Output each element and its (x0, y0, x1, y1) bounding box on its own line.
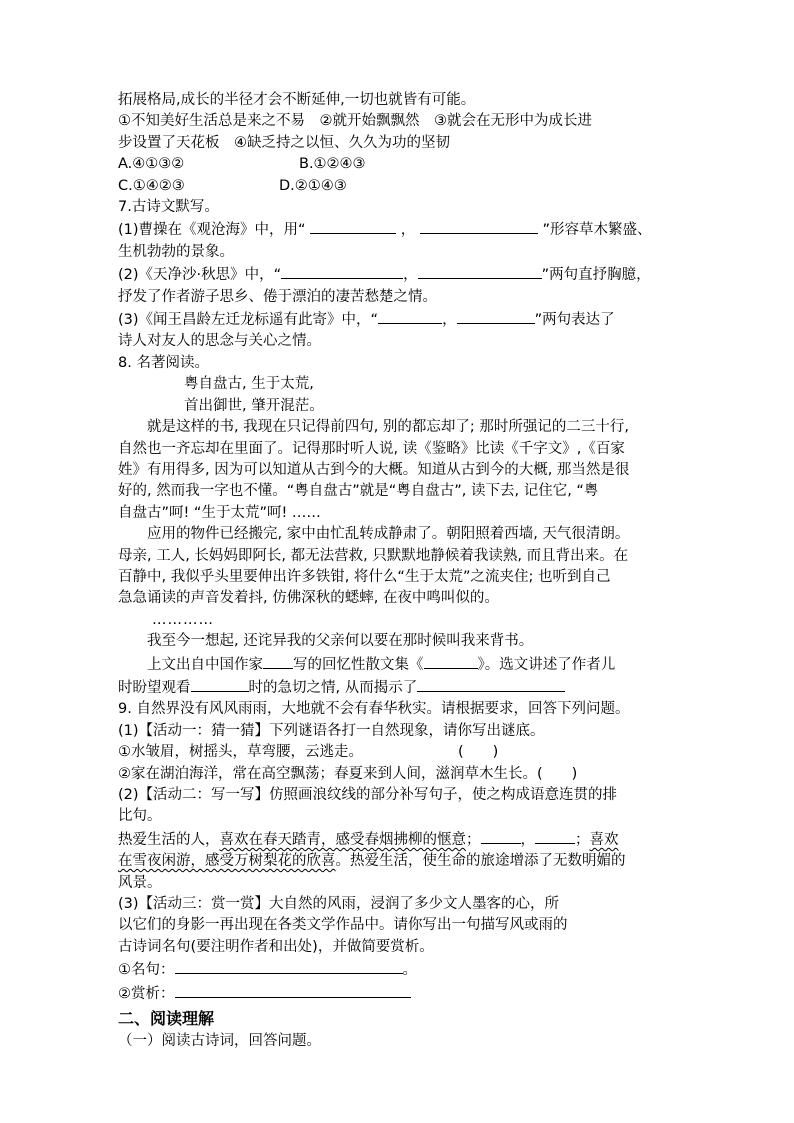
q8-theme-blank[interactable] (417, 676, 565, 692)
q7-item1 (118, 218, 678, 241)
q7-3-prompt: (3)《闻王昌龄左迁龙标遥有此寄》中，“ (118, 312, 379, 329)
q7-2-blank-a[interactable] (281, 263, 403, 279)
q7-item3-cont: 诗人对友人的思念与关心之情。 (118, 333, 321, 350)
q7-1-suffix: ”形容草木繁盛、 (542, 222, 652, 239)
q6-choices-row2 (118, 176, 678, 197)
q9-activity1-title: (1)【活动一：猜一猜】下列谜语各打一自然现象，请你写出谜底。 (118, 722, 545, 739)
q6-passage-end: 拓展格局,成长的半径才会不断延伸,一切也就皆有可能。 (118, 92, 476, 108)
q6-sentence-options-cont: 步设置了天花板 ④缺乏持之以恒、久久为功的坚韧 (118, 134, 450, 151)
q9-analysis-row (118, 982, 678, 1005)
q9-a2-sep2: ； (575, 831, 590, 848)
q9-riddle1 (118, 742, 678, 763)
section2-title: 二、阅读理解 (118, 1009, 215, 1029)
q9-activity2-sentence-end: 风景。 (118, 874, 162, 891)
q9-quote-end: 。 (402, 962, 417, 979)
q8-ellipsis: ………… (152, 611, 214, 628)
q9-a2-wavy-example1: 喜欢在春天踏青，感受春烟拂柳的惬意 (219, 831, 466, 848)
q7-2-comma: ， (403, 267, 418, 284)
q9-riddle2[interactable]: ②家在湖泊海洋，常在高空飘荡；春夏来到人间，滋润草木生长。( ) (118, 765, 578, 782)
q9-a2-comma: ， (520, 831, 535, 848)
q7-item3 (118, 308, 678, 331)
q9-riddle1-answer[interactable]: ( ) (458, 744, 499, 761)
q8-paragraph1-line4: 好的, 然而我一字也不懂。“粤自盘古”就是“粤自盘古”, 读下去, 记住它, “粤 (118, 483, 599, 500)
q6-option-a[interactable]: A.④①③② (118, 156, 185, 173)
q8-book-blank[interactable] (424, 653, 478, 669)
q8-paragraph3: 我至今一想起, 还诧异我的父亲何以要在那时候叫我来背书。 (147, 633, 534, 650)
q8-paragraph2-line3: 百静中, 我似乎头里要伸出许多铁钳, 将什么“生于太荒”之流夹住; 也听到自己 (118, 568, 611, 585)
q9-activity2-line2: 比句。 (118, 808, 162, 825)
q6-sentence-options: ①不知美好生活总是来之不易 ②就开始飘飘然 ③就会在无形中为成长进 (118, 113, 592, 130)
q8-paragraph2-line2: 母亲, 工人, 长妈妈即阿长, 都无法营救, 只默默地静候着我读熟, 而且背出来。在 (118, 547, 629, 564)
q6-option-d[interactable]: D.②①④③ (279, 177, 347, 194)
q9-activity3-line1: (3)【活动三：赏一赏】大自然的风雨，浸润了多少文人墨客的心，所 (118, 896, 560, 913)
q7-1-comma: ， (400, 222, 416, 239)
q8-q-text-d: 时盼望观看 (118, 679, 191, 696)
q9-activity2-line1: (2)【活动二：写一写】仿照画浪纹线的部分补写句子，使之构成语意连贯的排 (118, 787, 618, 803)
q8-paragraph1-line1: 就是这样的书, 我现在只记得前四句, 别的都忘却了; 那时所强记的二三十行, (147, 419, 630, 436)
q9-a2-blank-b[interactable] (535, 828, 575, 844)
q8-q-text-e: 时的急切之情, 从而揭示了 (248, 679, 418, 696)
q8-event-blank[interactable] (191, 676, 249, 692)
q9-activity3-line3: 古诗词名句(要注明作者和出处)，并做简要赏析。 (118, 938, 434, 955)
q7-3-suffix: ”两句表达了 (534, 312, 615, 329)
q8-verse-line1: 粤自盘古, 生于太荒, (184, 376, 314, 393)
q9-title: 9. 自然界没有风风雨雨，大地就不会有春华秋实。请根据要求，回答下列问题。 (118, 701, 630, 718)
q8-q-text-c: 》。选文讲述了作者儿 (477, 656, 616, 673)
q9-a2-lead: 热爱生活的人， (118, 831, 220, 848)
q7-3-blank-a[interactable] (378, 308, 442, 324)
q7-3-blank-b[interactable] (457, 308, 535, 324)
q7-2-blank-b[interactable] (418, 263, 542, 279)
q9-a2-wavy-example2: 在雪夜闲游，感受万树梨花的欣喜 (118, 853, 336, 870)
q6-option-b[interactable]: B.①②④③ (299, 156, 366, 173)
q7-item2-cont: 抒发了作者游子思乡、倦于漂泊的凄苦愁楚之情。 (118, 288, 437, 305)
q9-quote-row (118, 958, 678, 981)
q9-riddle1-text: ①水皱眉，树摇头，草弯腰，云逃走。 (118, 744, 363, 761)
q9-activity2-sentence (118, 828, 678, 851)
q9-analysis-label: ②赏析： (118, 985, 175, 1002)
q8-q-text-b: 写的回忆性散文集《 (293, 656, 424, 673)
q9-a2-tail: 。热爱生活，使生命的旅途增添了无数明媚的 (335, 853, 626, 870)
q8-question-line2 (118, 676, 678, 699)
q7-item1-cont: 生机勃勃的景象。 (118, 243, 234, 260)
q7-title: 7.古诗文默写。 (118, 199, 219, 216)
q7-3-comma: ， (442, 312, 457, 329)
q8-title: 8. 名著阅读。 (118, 354, 209, 371)
q7-2-prompt: (2)《天净沙·秋思》中，“ (118, 267, 282, 284)
q9-activity2-sentence-cont (118, 851, 678, 872)
q7-1-blank-b[interactable] (420, 218, 538, 234)
q9-a2-blank-a[interactable] (481, 828, 521, 844)
q9-a2-sep: ； (466, 831, 481, 848)
q8-q-text-a: 上文出自中国作家 (147, 656, 263, 673)
q7-1-prompt: (1)曹操在《观沧海》中，用“ (118, 222, 306, 239)
q9-quote-blank[interactable] (175, 958, 403, 974)
exam-page (118, 90, 678, 1052)
q6-option-c[interactable]: C.①④②③ (118, 177, 185, 194)
section2-subtitle: （一）阅读古诗词，回答问题。 (118, 1033, 321, 1050)
q6-choices-row1 (118, 154, 678, 175)
q8-question-line1 (118, 653, 678, 676)
q8-paragraph1-line3: 姓》有用得多, 因为可以知道从古到今的大概。知道从古到今的大概, 那当然是很 (118, 461, 630, 478)
q9-quote-label: ①名句： (118, 962, 175, 979)
q8-paragraph2-line4: 急急诵读的声音发着抖, 仿佛深秋的蟋蟀, 在夜中鸣叫似的。 (118, 590, 499, 607)
q8-paragraph2-line1: 应用的物件已经搬完, 家中由忙乱转成静肃了。朝阳照着西墙, 天气很清朗。 (147, 526, 630, 543)
q9-activity3-line2: 以它们的身影一再出现在各类文学作品中。请你写出一句描写风或雨的 (118, 917, 568, 934)
q7-item2 (118, 263, 678, 286)
q8-verse-line2: 首出御世, 肇开混茫。 (184, 397, 324, 414)
q7-2-suffix: ”两句直抒胸臆， (541, 267, 651, 284)
q8-paragraph1-line2: 自然也一齐忘却在里面了。记得那时听人说, 读《鉴略》比读《千字文》,《百家 (118, 440, 625, 457)
q9-a2-wavy-example2-start: 喜欢 (589, 831, 619, 848)
q7-1-blank-a[interactable] (310, 218, 396, 234)
q8-paragraph1-line5: 自盘古”呵! “生于太荒”呵! …… (118, 504, 321, 521)
q8-author-blank[interactable] (263, 653, 293, 669)
q9-analysis-blank[interactable] (175, 982, 411, 998)
